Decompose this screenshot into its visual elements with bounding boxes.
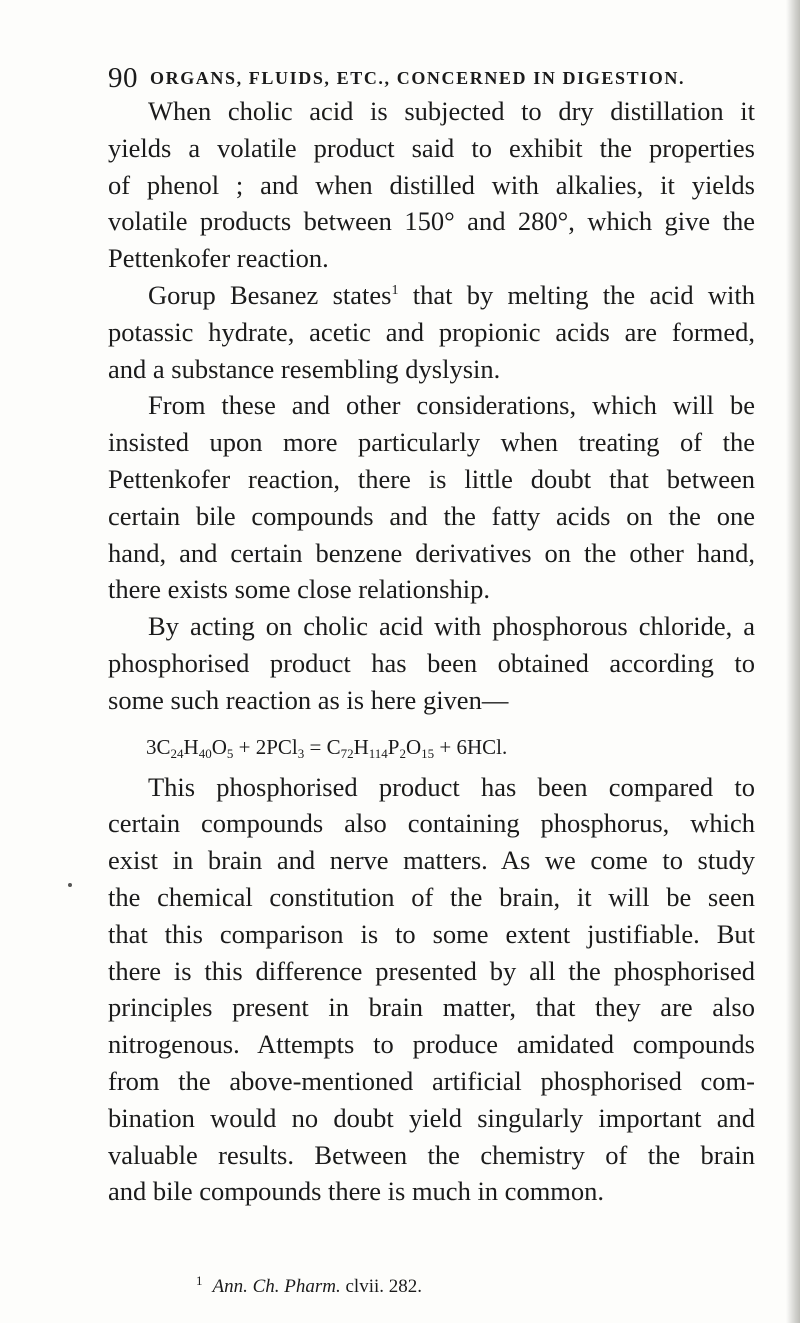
footnote-marker: 1	[391, 282, 399, 298]
formula-subscript: 3	[297, 745, 305, 761]
formula-part: + 6HCl.	[434, 734, 508, 759]
formula-part: + 2PCl	[233, 734, 298, 759]
formula-subscript: 5	[226, 745, 234, 761]
text-line: the chemical constitution of the brain, it will be seen	[108, 881, 755, 912]
formula-subscript: 114	[368, 745, 388, 761]
text-line: insisted upon more particularly when treating of the	[108, 427, 755, 458]
text-line: and a substance resembling dyslysin.	[108, 353, 501, 384]
formula-part: O	[405, 734, 422, 759]
text-segment: Gorup Besanez states	[148, 279, 392, 310]
text-line: some such reaction as is here given—	[108, 684, 509, 715]
text-line: volatile products between 150° and 280°, which give the	[108, 206, 755, 237]
footnote-number: 1	[196, 1273, 203, 1288]
formula-part: P	[387, 734, 400, 759]
text-line: When cholic acid is subjected to dry distillation it	[148, 96, 755, 126]
formula-part: = C	[304, 734, 341, 759]
text-line: principles present in brain matter, that they are also	[108, 992, 755, 1023]
page-number: 90	[108, 62, 138, 94]
text-line: there is this difference presented by all the phosphorised	[108, 955, 755, 986]
chemical-equation	[108, 719, 755, 769]
body-text	[108, 93, 755, 1210]
text-line: This phosphorised product has been compared to	[148, 771, 755, 802]
text-line: that this comparison is to some extent justifiable. But	[108, 918, 755, 949]
text-line: From these and other considerations, which will be	[148, 390, 755, 421]
ink-blot	[68, 883, 72, 887]
text-line: certain compounds also containing phosphorus, which	[108, 808, 755, 839]
formula-part: O	[211, 734, 227, 759]
footnote	[196, 1273, 423, 1298]
formula-part: H	[353, 734, 369, 759]
text-line: valuable results. Between the chemistry of the brain	[108, 1139, 755, 1170]
formula-subscript: 15	[421, 745, 435, 761]
text-line: certain bile compounds and the fatty acids on the one	[108, 500, 755, 531]
text-line: there exists some close relationship.	[108, 574, 490, 605]
text-line: Pettenkofer reaction, there is little doubt that between	[108, 463, 755, 494]
formula-subscript: 72	[340, 745, 354, 761]
page-edge-shadow	[786, 0, 800, 1323]
text-segment: that by melting the acid with	[398, 279, 755, 310]
text-line: bination would no doubt yield singularly important and	[108, 1102, 755, 1133]
formula-subscript: 2	[399, 745, 406, 761]
formula-part: 3C	[146, 734, 171, 759]
text-line: exist in brain and nerve matters. As we come to study	[108, 845, 755, 876]
formula-part: H	[183, 734, 199, 759]
text-line: phosphorised product has been obtained according to	[108, 647, 755, 678]
formula-subscript: 40	[198, 745, 212, 761]
footnote-reference: clvii. 282.	[340, 1276, 423, 1297]
text-line: hand, and certain benzene derivatives on the other hand,	[108, 537, 755, 568]
text-line: Pettenkofer reaction.	[108, 243, 329, 274]
running-head-title: ORGANS, FLUIDS, ETC., CONCERNED IN DIGESTION.	[150, 68, 686, 88]
text-line: and bile compounds there is much in common.	[108, 1176, 605, 1207]
text-line: By acting on cholic acid with phosphorous chloride, a	[148, 611, 755, 642]
text-line: nitrogenous. Attempts to produce amidated compounds	[108, 1029, 755, 1060]
text-line: from the above-mentioned artificial phosphorised com-	[108, 1065, 755, 1096]
formula-subscript: 24	[170, 745, 184, 761]
text-line: yields a volatile product said to exhibit the properties	[108, 132, 755, 163]
footnote-journal: Ann. Ch. Pharm.	[212, 1276, 341, 1297]
text-line	[108, 277, 755, 314]
text-line: potassic hydrate, acetic and propionic acids are formed,	[108, 316, 755, 347]
text-line: of phenol ; and when distilled with alkalies, it yields	[108, 169, 755, 200]
